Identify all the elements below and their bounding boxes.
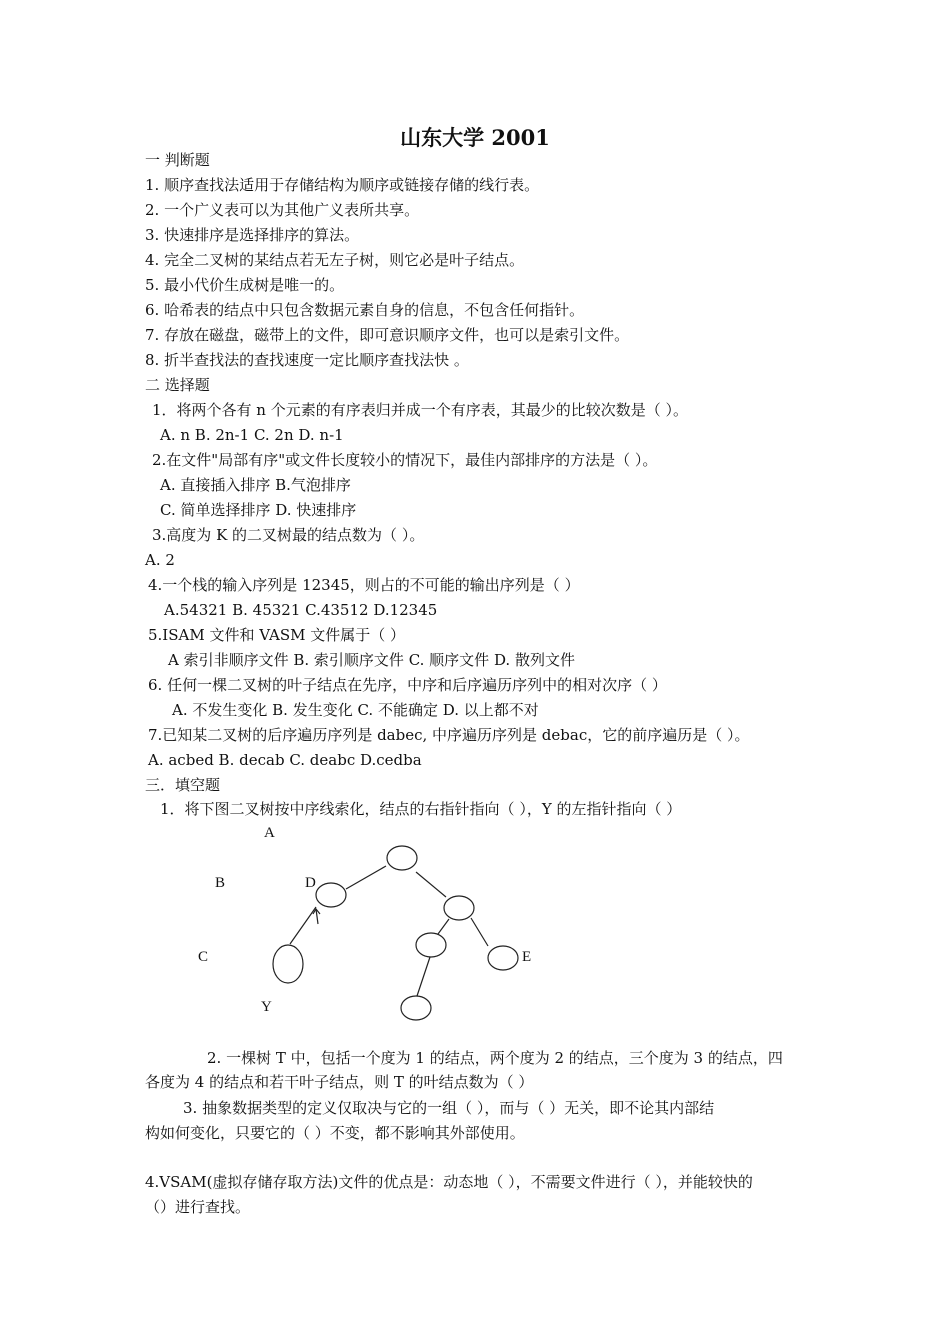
choice-q2-options-a: A. 直接插入排序 B.气泡排序 xyxy=(160,476,351,494)
choice-q3: 3.高度为 K 的二叉树最的结点数为（ ）。 xyxy=(152,526,425,544)
judge-item-3: 3. 快速排序是选择排序的算法。 xyxy=(145,226,360,244)
tree-label-c: C xyxy=(198,949,209,965)
fill-q4-line2: （）进行查找。 xyxy=(145,1198,251,1216)
choice-q1-options: A. n B. 2n-1 C. 2n D. n-1 xyxy=(160,426,344,444)
choice-q7: 7.已知某二叉树的后序遍历序列是 dabec, 中序遍历序列是 debac，它的前序遍历是（ ）。 xyxy=(148,726,750,744)
tree-node-d xyxy=(316,883,346,907)
fill-q2-line1: 2. 一棵树 T 中，包括一个度为 1 的结点，两个度为 2 的结点，三个度为 3 的结点，四 xyxy=(207,1049,783,1067)
tree-edge-root-right xyxy=(416,872,446,897)
tree-label-a: A xyxy=(264,825,275,841)
judge-item-8: 8. 折半查找法的查找速度一定比顺序查找法快 。 xyxy=(145,351,469,369)
tree-edge-d-y xyxy=(290,907,316,944)
choice-q5-options: A 索引非顺序文件 B. 索引顺序文件 C. 顺序文件 D. 散列文件 xyxy=(168,651,575,669)
choice-q2: 2.在文件"局部有序"或文件长度较小的情况下，最佳内部排序的方法是（ ）。 xyxy=(152,451,658,469)
fill-q4-line1: 4.VSAM(虚拟存储存取方法)文件的优点是：动态地（ ），不需要文件进行（ ），并能较快的 xyxy=(145,1173,753,1191)
fill-q2-line2: 各度为 4 的结点和若干叶子结点，则 T 的叶结点数为（ ） xyxy=(145,1073,534,1091)
section3-heading: 三．填空题 xyxy=(145,776,221,794)
tree-edge-mid-bottom xyxy=(417,957,430,996)
choice-q7-options: A. acbed B. decab C. deabc D.cedba xyxy=(148,751,422,769)
judge-item-2: 2. 一个广义表可以为其他广义表所共享。 xyxy=(145,201,420,219)
judge-item-6: 6. 哈希表的结点中只包含数据元素自身的信息，不包含任何指针。 xyxy=(145,301,585,319)
judge-item-7: 7. 存放在磁盘，磁带上的文件，即可意识顺序文件，也可以是索引文件。 xyxy=(145,326,630,344)
choice-q2-options-c: C. 简单选择排序 D. 快速排序 xyxy=(160,501,357,519)
fill-q3-line1: 3. 抽象数据类型的定义仅取决与它的一组（ ），而与（ ）无关，即不论其内部结 xyxy=(183,1099,715,1117)
tree-node-y xyxy=(273,945,303,983)
choice-q6-options: A. 不发生变化 B. 发生变化 C. 不能确定 D. 以上都不对 xyxy=(172,701,539,719)
choice-q1: 1．将两个各有 n 个元素的有序表归并成一个有序表，其最少的比较次数是（ ）。 xyxy=(152,401,689,419)
tree-node-e xyxy=(488,946,518,970)
choice-q4: 4.一个栈的输入序列是 12345，则占的不可能的输出序列是（ ） xyxy=(148,576,580,594)
tree-edge-right-mid xyxy=(438,919,449,934)
section2-heading: 二 选择题 xyxy=(145,376,210,394)
section1-heading: 一 判断题 xyxy=(145,151,210,169)
page-title: 山东大学 2001 xyxy=(400,125,550,150)
choice-q4-options: A.54321 B. 45321 C.43512 D.12345 xyxy=(164,601,438,619)
fill-q3-line2: 构如何变化，只要它的（ ）不变，都不影响其外部使用。 xyxy=(145,1124,525,1142)
choice-q6: 6. 任何一棵二叉树的叶子结点在先序，中序和后序遍历序列中的相对次序（ ） xyxy=(148,676,667,694)
tree-node-root xyxy=(387,846,417,870)
tree-label-b: B xyxy=(215,875,226,891)
tree-label-e: E xyxy=(522,949,532,965)
choice-q3-options: A. 2 xyxy=(145,551,175,569)
fill-q1: 1．将下图二叉树按中序线索化，结点的右指针指向（ ），Y 的左指针指向（ ） xyxy=(160,800,682,818)
tree-node-mid xyxy=(416,933,446,957)
tree-edge-right-e xyxy=(471,918,488,946)
tree-edge-root-d xyxy=(346,866,386,889)
judge-item-5: 5. 最小代价生成树是唯一的。 xyxy=(145,276,345,294)
choice-q5: 5.ISAM 文件和 VASM 文件属于（ ） xyxy=(148,626,406,644)
tree-label-d: D xyxy=(305,875,316,891)
tree-node-right xyxy=(444,896,474,920)
judge-item-4: 4. 完全二叉树的某结点若无左子树，则它必是叶子结点。 xyxy=(145,251,525,269)
tree-node-bottom xyxy=(401,996,431,1020)
tree-label-y: Y xyxy=(261,999,272,1015)
judge-item-1: 1. 顺序查找法适用于存储结构为顺序或链接存储的线行表。 xyxy=(145,176,540,194)
